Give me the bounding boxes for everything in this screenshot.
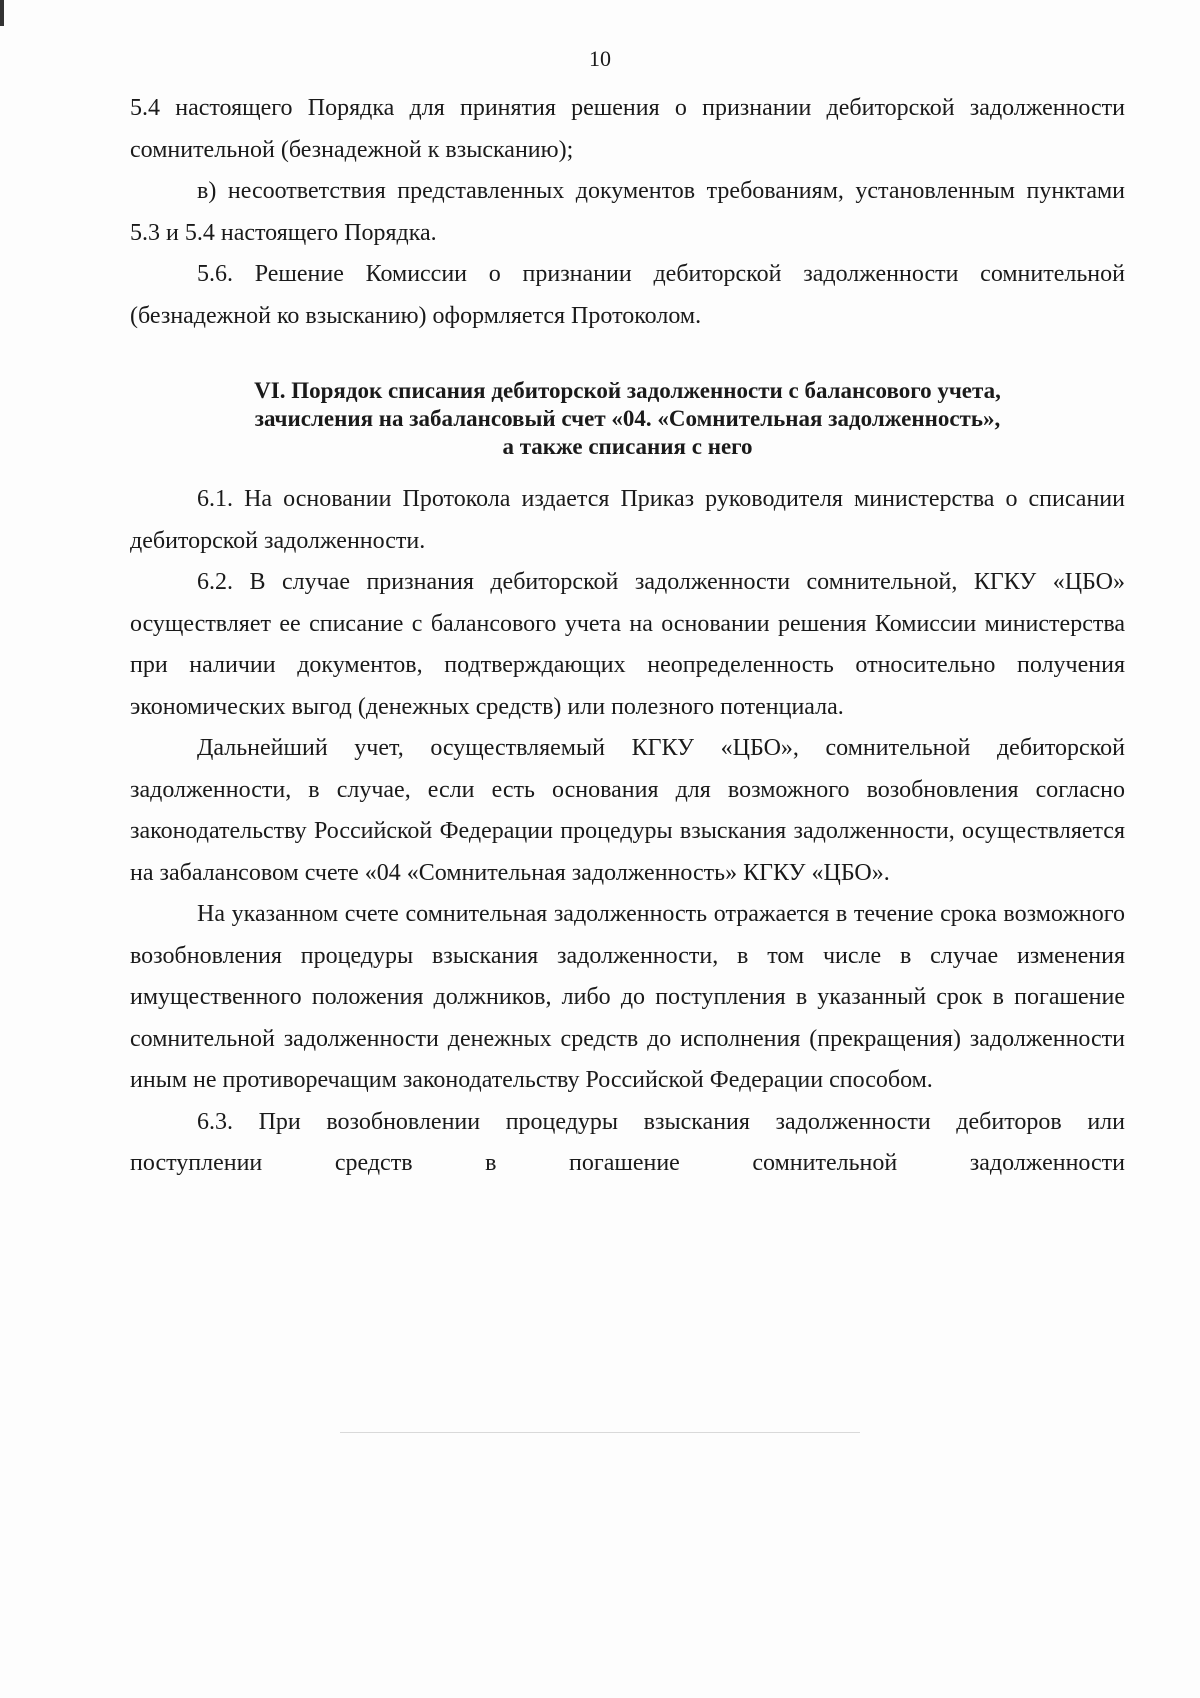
paragraph-further-accounting: Дальнейший учет, осуществляемый КГКУ «ЦБО», сомнительной дебиторской задолженности, в случае, если есть основания для возможного возобновления согласно законодательству Российской Федерации процедуры взыскания задолженности, осуществляется на забалансовом счете «04 «Сомнительная задолженность» КГКУ «ЦБО». — [130, 735, 1125, 886]
section-heading-line-1: VI. Порядок списания дебиторской задолженности с балансового учета, — [254, 378, 1001, 403]
paragraph-offbalance-account: На указанном счете сомнительная задолженность отражается в течение срока возможного возобновления процедуры взыскания задолженности, в том числе в случае изменения имущественного положения должников, либо до поступления в указанный срок в погашение сомнительной задолженности денежных средств до исполнения (прекращения) задолженности иным не противоречащим законодательству Российской Федерации способом. — [130, 901, 1125, 1093]
scan-mark — [0, 0, 4, 26]
paragraph-5-6: 5.6. Решение Комиссии о признании дебиторской задолженности сомнительной (безнадежной ко взысканию) оформляется Протоколом. — [130, 261, 1125, 329]
section-heading-line-2: зачисления на забалансовый счет «04. «Сомнительная задолженность», — [254, 406, 1001, 431]
paragraph-item-v: в) несоответствия представленных документов требованиям, установленным пунктами 5.3 и 5.4 настоящего Порядка. — [130, 178, 1125, 246]
paragraph-6-1: 6.1. На основании Протокола издается Приказ руководителя министерства о списании дебиторской задолженности. — [130, 486, 1125, 554]
section-heading-line-3: а также списания с него — [502, 434, 753, 459]
section-heading — [130, 377, 1125, 461]
page-body — [130, 88, 1125, 1185]
page-number: 10 — [589, 46, 611, 71]
paragraph-6-3: 6.3. При возобновлении процедуры взыскания задолженности дебиторов или поступлении средств в погашение сомнительной задолженности — [130, 1108, 1125, 1176]
scan-artifact-line — [340, 1432, 860, 1433]
paragraph-6-2: 6.2. В случае признания дебиторской задолженности сомнительной, КГКУ «ЦБО» осуществляет ее списание с балансового учета на основании решения Комиссии министерства при наличии документов, подтверждающих неопределенность относительно получения экономических выгод (денежных средств) или полезного потенциала. — [130, 569, 1125, 720]
paragraph-continuation: 5.4 настоящего Порядка для принятия решения о признании дебиторской задолженности сомнительной (безнадежной к взысканию); — [130, 95, 1125, 163]
